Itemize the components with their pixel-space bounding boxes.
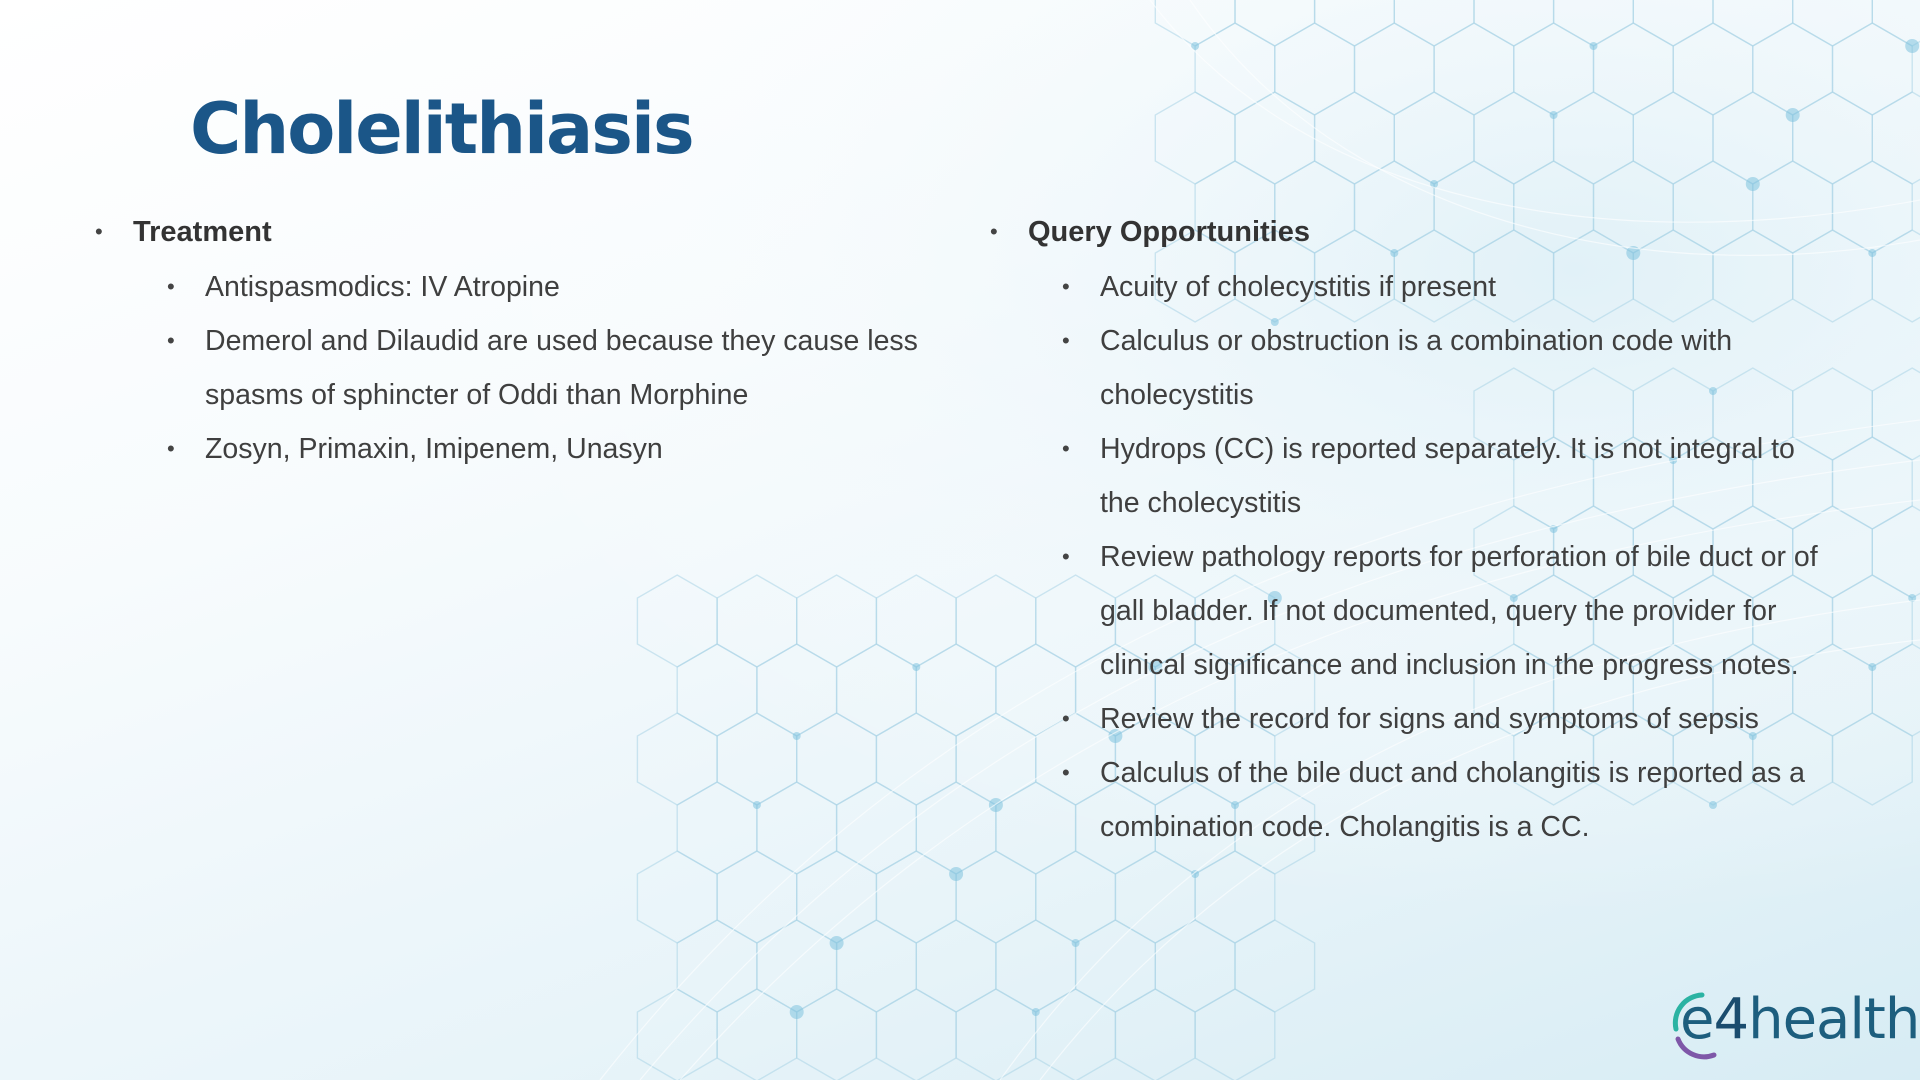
network-node-dot (1905, 39, 1919, 53)
treatment-column (95, 208, 925, 476)
logo-prefix: e (1680, 987, 1714, 1052)
list-item: • Calculus of the bile duct and cholangitis is reported as a combination code. Cholangitis is a CC. (990, 746, 1840, 854)
slide-title: Cholelithiasis (190, 88, 693, 170)
network-node-dot (1032, 1008, 1040, 1016)
list-item: • Review the record for signs and symptoms of sepsis (990, 692, 1840, 746)
network-node-dot (793, 732, 801, 740)
list-item: • Acuity of cholecystitis if present (990, 260, 1840, 314)
e4health-logo (1666, 985, 1920, 1065)
network-node-dot (790, 1005, 804, 1019)
network-node-dot (1868, 663, 1876, 671)
query-opportunities-heading: • Query Opportunities (990, 208, 1840, 256)
network-node-dot (1746, 177, 1760, 191)
logo-wordmark (1680, 987, 1919, 1052)
network-node-dot (1786, 108, 1800, 122)
list-item: • Antispasmodics: IV Atropine (95, 260, 925, 314)
list-item: • Calculus or obstruction is a combination code with cholecystitis (990, 314, 1840, 422)
treatment-list (95, 260, 925, 476)
list-item: • Zosyn, Primaxin, Imipenem, Unasyn (95, 422, 925, 476)
network-node-dot (830, 936, 844, 950)
logo-number: 4 (1713, 987, 1749, 1052)
network-node-dot (1550, 111, 1558, 119)
network-node-dot (1072, 939, 1080, 947)
list-item: • Hydrops (CC) is reported separately. It is not integral to the cholecystitis (990, 422, 1840, 530)
network-node-dot (912, 663, 920, 671)
list-item: • Demerol and Dilaudid are used because they cause less spasms of sphincter of Oddi than Morphine (95, 314, 925, 422)
logo-suffix: health (1748, 987, 1920, 1052)
treatment-heading: • Treatment (95, 208, 925, 256)
query-opportunities-list (990, 260, 1840, 854)
network-node-dot (753, 801, 761, 809)
query-opportunities-column (990, 208, 1840, 854)
network-node-dot (1868, 249, 1876, 257)
list-item: • Review pathology reports for perforation of bile duct or of gall bladder. If not documented, query the provider for clinical significance and inclusion in the progress notes. (990, 530, 1840, 692)
network-node-dot (949, 867, 963, 881)
network-node-dot (1590, 42, 1598, 50)
